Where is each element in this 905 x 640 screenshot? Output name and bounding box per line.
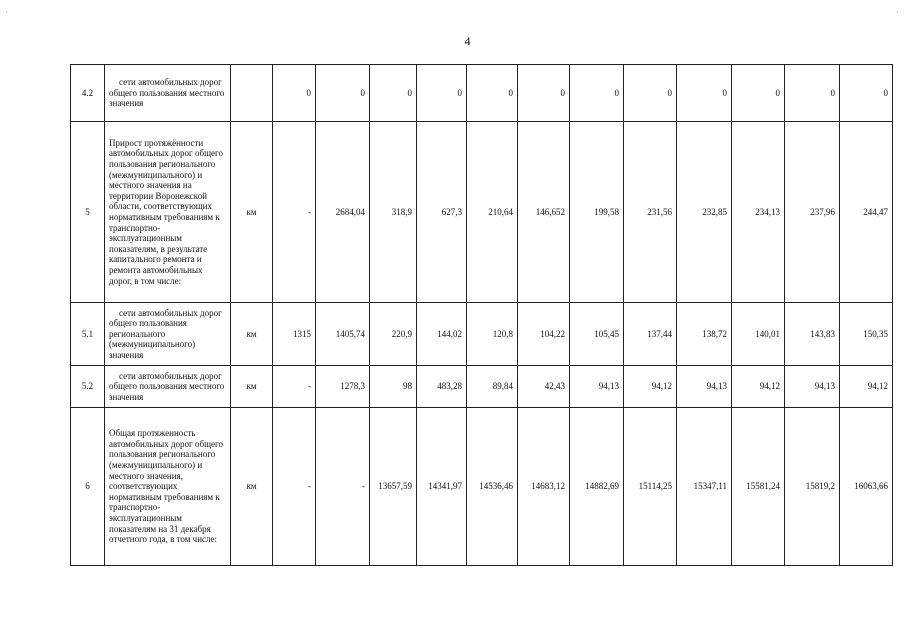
- table-row: [71, 366, 893, 408]
- row-number-cell: 5.1: [71, 303, 105, 366]
- row-number-cell: 5.2: [71, 366, 105, 408]
- value-cell: 483,28: [417, 366, 467, 408]
- value-cell: 105,45: [570, 303, 624, 366]
- value-cell: 0: [732, 65, 785, 122]
- value-cell: 13657,59: [370, 408, 417, 566]
- value-cell: 0: [273, 65, 316, 122]
- value-cell: 14683,12: [518, 408, 570, 566]
- value-cell: 0: [677, 65, 732, 122]
- value-cell: 144,02: [417, 303, 467, 366]
- indicator-name-cell: сети автомобильных дорог общего пользования местного значения: [105, 65, 231, 122]
- value-cell: 244,47: [840, 122, 893, 303]
- table-row: [71, 408, 893, 566]
- value-cell: 0: [840, 65, 893, 122]
- value-cell: 1278,3: [316, 366, 370, 408]
- table-row: [71, 303, 893, 366]
- value-cell: 15347,11: [677, 408, 732, 566]
- value-cell: 150,35: [840, 303, 893, 366]
- value-cell: 1405,74: [316, 303, 370, 366]
- value-cell: 140,01: [732, 303, 785, 366]
- value-cell: -: [316, 408, 370, 566]
- value-cell: 15581,24: [732, 408, 785, 566]
- value-cell: 14882,69: [570, 408, 624, 566]
- value-cell: 16063,66: [840, 408, 893, 566]
- value-cell: 199,58: [570, 122, 624, 303]
- value-cell: 2684,04: [316, 122, 370, 303]
- value-cell: 104,22: [518, 303, 570, 366]
- value-cell: 89,84: [467, 366, 518, 408]
- value-cell: 237,96: [785, 122, 840, 303]
- value-cell: 143,83: [785, 303, 840, 366]
- table-row: [71, 122, 893, 303]
- value-cell: 42,43: [518, 366, 570, 408]
- row-number-cell: 4.2: [71, 65, 105, 122]
- table-row: [71, 65, 893, 122]
- value-cell: 1315: [273, 303, 316, 366]
- value-cell: 0: [370, 65, 417, 122]
- scan-dot: [6, 12, 7, 13]
- value-cell: 0: [518, 65, 570, 122]
- value-cell: 14536,46: [467, 408, 518, 566]
- value-cell: 627,3: [417, 122, 467, 303]
- value-cell: 0: [624, 65, 677, 122]
- value-cell: 232,85: [677, 122, 732, 303]
- value-cell: 98: [370, 366, 417, 408]
- value-cell: -: [273, 122, 316, 303]
- value-cell: 14341,97: [417, 408, 467, 566]
- value-cell: 94,12: [624, 366, 677, 408]
- unit-cell: км: [231, 303, 273, 366]
- value-cell: 15819,2: [785, 408, 840, 566]
- value-cell: 0: [467, 65, 518, 122]
- value-cell: 146,652: [518, 122, 570, 303]
- unit-cell: км: [231, 408, 273, 566]
- indicator-name-cell: Прирост протяжённости автомобильных дорог общего пользования регионального (межмуниципального) и местного значения на территории Воронежской области, соответствующих нормативным требованиям к транспортно-эксплуатационным показателям, в результате капитального ремонта и ремонта автомобильных дорог, в том числе:: [105, 122, 231, 303]
- value-cell: 0: [316, 65, 370, 122]
- unit-cell: [231, 65, 273, 122]
- value-cell: 94,13: [785, 366, 840, 408]
- indicator-table: [70, 64, 893, 566]
- value-cell: 94,13: [570, 366, 624, 408]
- indicator-name-cell: сети автомобильных дорог общего пользования регионального (межмуниципального) значения: [105, 303, 231, 366]
- value-cell: 94,13: [677, 366, 732, 408]
- value-cell: 318,9: [370, 122, 417, 303]
- value-cell: 210,64: [467, 122, 518, 303]
- value-cell: 137,44: [624, 303, 677, 366]
- value-cell: 0: [785, 65, 840, 122]
- row-number-cell: 5: [71, 122, 105, 303]
- value-cell: 94,12: [732, 366, 785, 408]
- value-cell: 0: [417, 65, 467, 122]
- indicator-name-cell: сети автомобильных дорог общего пользования местного значения: [105, 366, 231, 408]
- page-number: 4: [464, 34, 471, 48]
- unit-cell: км: [231, 122, 273, 303]
- unit-cell: км: [231, 366, 273, 408]
- value-cell: -: [273, 408, 316, 566]
- value-cell: 231,56: [624, 122, 677, 303]
- value-cell: 15114,25: [624, 408, 677, 566]
- value-cell: 138,72: [677, 303, 732, 366]
- indicator-name-cell: Общая протяженность автомобильных дорог общего пользования регионального (межмуниципального) и местного значения, соответствующих нормативным требованиям к транспортно-эксплуатационным показателям на 31 декабря отчетного года, в том числе:: [105, 408, 231, 566]
- value-cell: 94,12: [840, 366, 893, 408]
- scan-dot: [897, 12, 898, 13]
- value-cell: -: [273, 366, 316, 408]
- row-number-cell: 6: [71, 408, 105, 566]
- value-cell: 234,13: [732, 122, 785, 303]
- value-cell: 0: [570, 65, 624, 122]
- value-cell: 220,9: [370, 303, 417, 366]
- value-cell: 120,8: [467, 303, 518, 366]
